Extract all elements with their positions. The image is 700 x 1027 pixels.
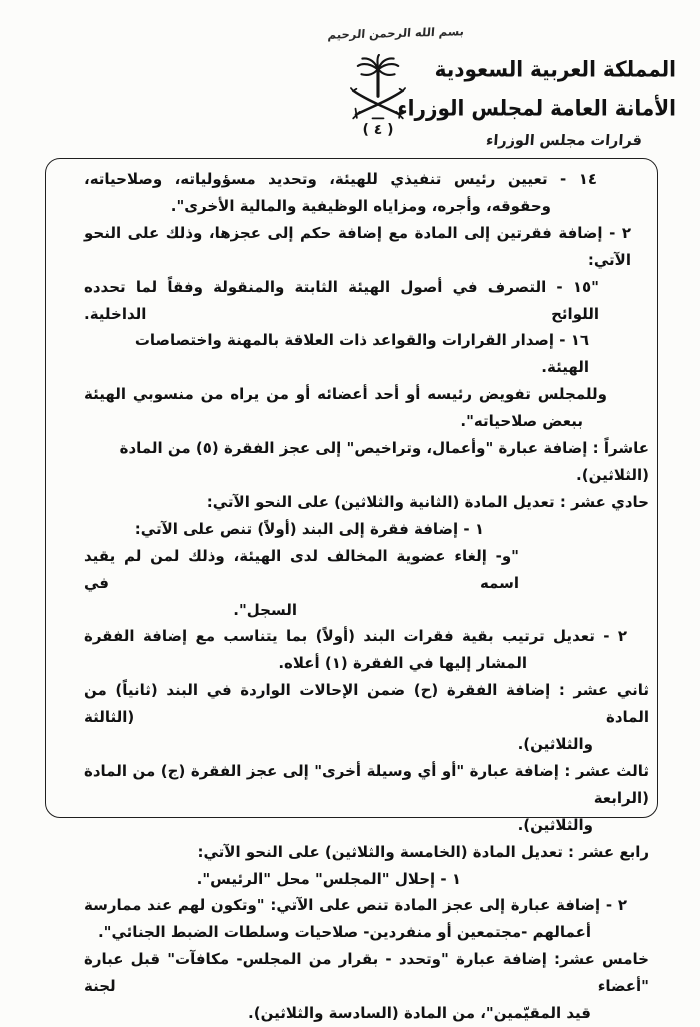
text-line: "و- إلغاء عضوية المخالف لدى الهيئة، وذلك لمن لم يقيد اسمه في (84, 546, 519, 592)
secretariat-title: الأمانة العامة لمجلس الوزراء (397, 95, 676, 121)
decisions-banner: قرارات مجلس الوزراء (485, 133, 643, 149)
text-line: السجل". (233, 600, 297, 619)
text-line: أعمالهم -مجتمعين أو منفردين- صلاحيات وسلطات الضبط الجنائي". (97, 923, 591, 942)
text-line: ١ - إضافة فقرة إلى البند (أولاً) تنص على الآتي: (134, 519, 484, 538)
page-number: ( ٤ ) (362, 122, 394, 138)
text-line: ببعض صلاحياته". (460, 412, 583, 431)
text-line: ١٦ - إصدار القرارات والقواعد ذات العلاقة بالمهنة واختصاصات الهيئة. (134, 331, 589, 377)
letterhead (397, 50, 676, 128)
text-line: وحقوقه، وأجره، ومزاياه الوظيفية والمالية الأخرى". (170, 196, 551, 215)
text-line: ٢ - إضافة فقرتين إلى المادة مع إضافة حكم إلى عجزها، وذلك على النحو الآتي: (84, 223, 631, 269)
bismillah-calligraphy: بسم الله الرحمن الرحيم (327, 24, 465, 42)
text-line: ٢ - تعديل ترتيب بقية فقرات البند (أولاً) بما يتناسب مع إضافة الفقرة (84, 627, 627, 646)
text-line: المشار إليها في الفقرة (١) أعلاه. (278, 654, 527, 673)
text-line: والثلاثين). (517, 735, 593, 754)
text-line: رابع عشر : تعديل المادة (الخامسة والثلاثين) على النحو الآتي: (197, 842, 649, 861)
text-line: حادي عشر : تعديل المادة (الثانية والثلاثين) على النحو الآتي: (206, 492, 649, 511)
text-line: ثالث عشر : إضافة عبارة "أو أي وسيلة أخرى" إلى عجز الفقرة (ج) من المادة (الرابعة (84, 761, 649, 807)
document-box (45, 158, 658, 1023)
text-line: ثاني عشر : إضافة الفقرة (ح) ضمن الإحالات الواردة في البند (ثانياً) من المادة (الثالثة (84, 681, 649, 727)
text-line: خامس عشر: إضافة عبارة "وتحدد - بقرار من المجلس- مكافآت" قبل عبارة "أعضاء لجنة (84, 950, 649, 996)
text-line: "١٥ - التصرف في أصول الهيئة الثابتة والمنقولة وفقاً لما تحدده اللوائح الداخلية. (84, 277, 599, 323)
text-line: والثلاثين). (517, 815, 593, 834)
text-line: وللمجلس تفويض رئيسه أو أحد أعضائه أو من يراه من منسوبي الهيئة (84, 385, 607, 404)
kingdom-title: المملكة العربية السعودية (434, 56, 676, 82)
text-line: قيد المقيّمين"، من المادة (السادسة والثلاثين). (248, 1004, 591, 1023)
text-line: ١٤ - تعيين رئيس تنفيذي للهيئة، وتحديد مسؤولياته، وصلاحياته، (84, 170, 597, 188)
text-line: عاشراً : إضافة عبارة "وأعمال، وتراخيص" إلى عجز الفقرة (٥) من المادة (الثلاثين). (119, 439, 649, 484)
text-line: ٢ - إضافة عبارة إلى عجز المادة تنص على الآتي: "وتكون لهم عند ممارسة (84, 896, 627, 915)
text-line: ١ - إحلال "المجلس" محل "الرئيس". (196, 869, 461, 888)
